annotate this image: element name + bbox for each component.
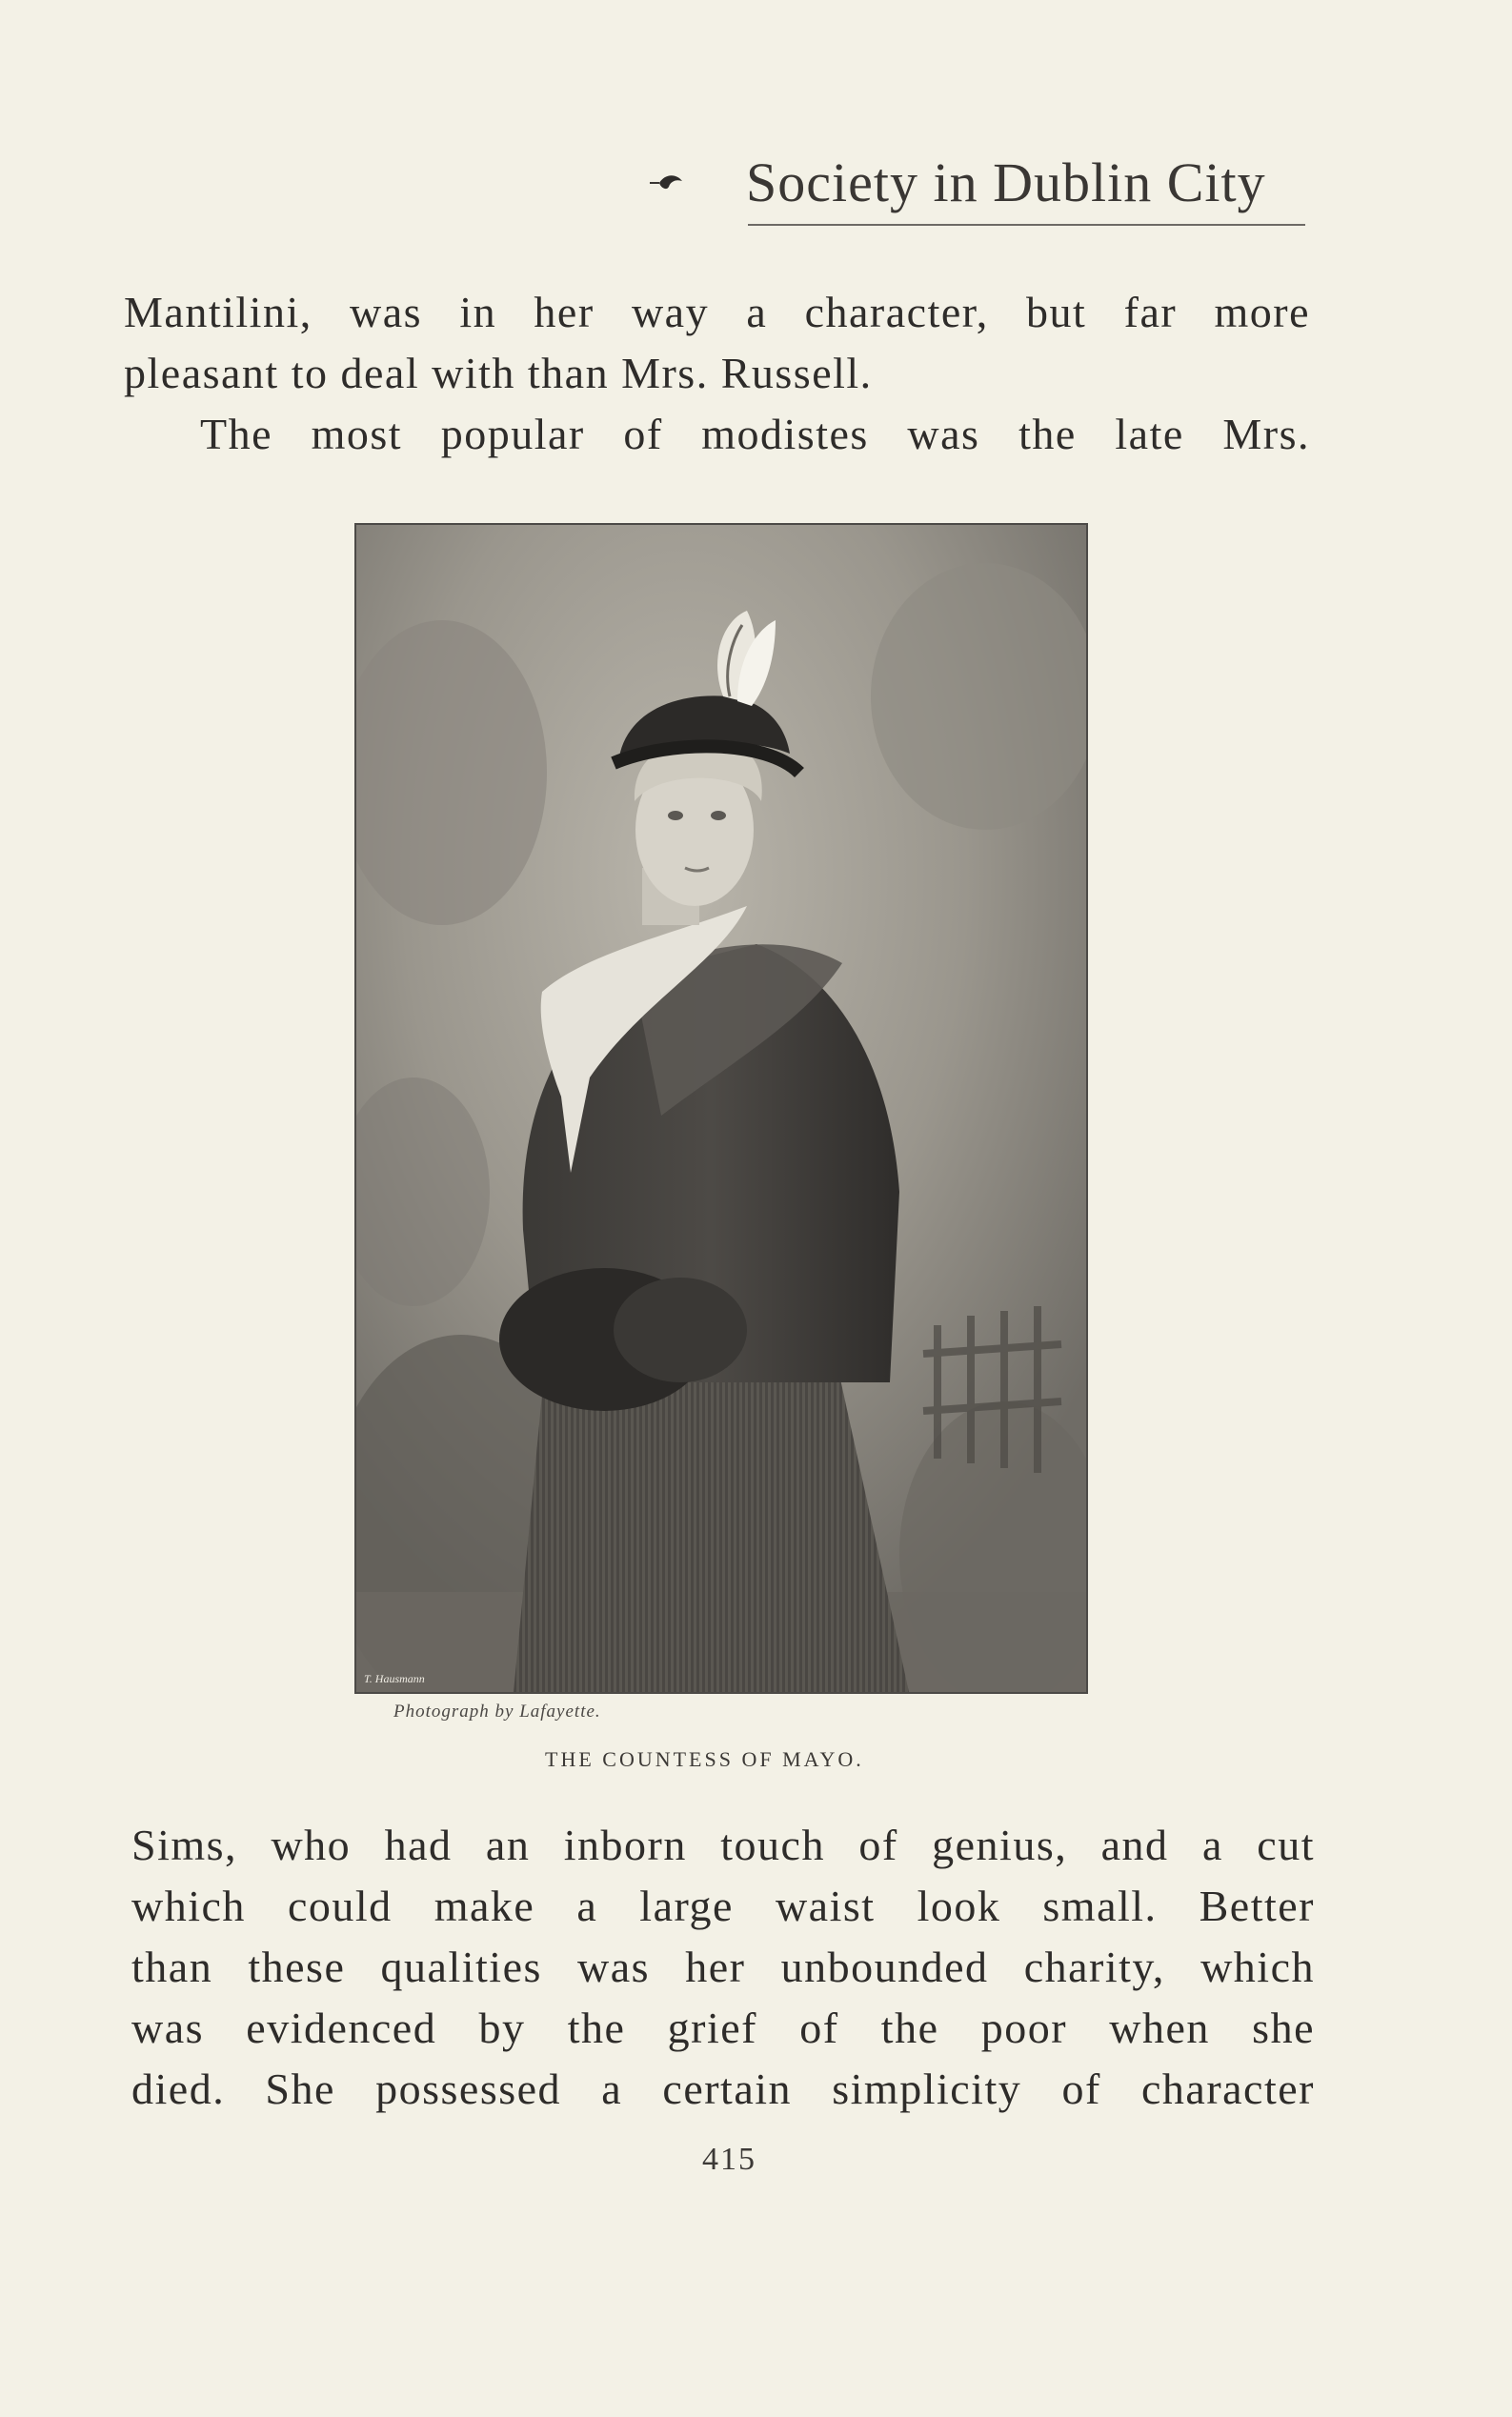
engraver-signature: T. Hausmann	[364, 1672, 425, 1685]
header-rule	[748, 224, 1305, 226]
text-line: was evidenced by the grief of the poor when she	[131, 2004, 1315, 2052]
running-title: Society in Dublin City	[746, 151, 1266, 213]
photo-credit: Photograph by Lafayette.	[393, 1702, 601, 1722]
text-line: than these qualities was her unbounded charity, which	[131, 1943, 1315, 1991]
paragraph-bottom	[131, 1815, 1315, 2120]
text-line: Sims, who had an inborn touch of genius, and a cut	[131, 1821, 1315, 1869]
photograph-plate	[354, 523, 1088, 1694]
paragraph-top	[124, 282, 1310, 465]
printers-ornament-icon	[648, 171, 686, 194]
running-header	[629, 143, 1310, 233]
text-line: The most popular of modistes was the late Mrs.	[200, 410, 1310, 458]
text-line: pleasant to deal with than Mrs. Russell.	[124, 349, 873, 397]
plate-caption: THE COUNTESS OF MAYO.	[545, 1747, 864, 1771]
page-number: 415	[702, 2142, 756, 2177]
text-line: which could make a large waist look small. Better	[131, 1882, 1315, 1930]
text-line: Mantilini, was in her way a character, but far more	[124, 288, 1310, 336]
portrait-image	[356, 525, 1086, 1692]
text-line: died. She possessed a certain simplicity of character	[131, 2065, 1315, 2113]
